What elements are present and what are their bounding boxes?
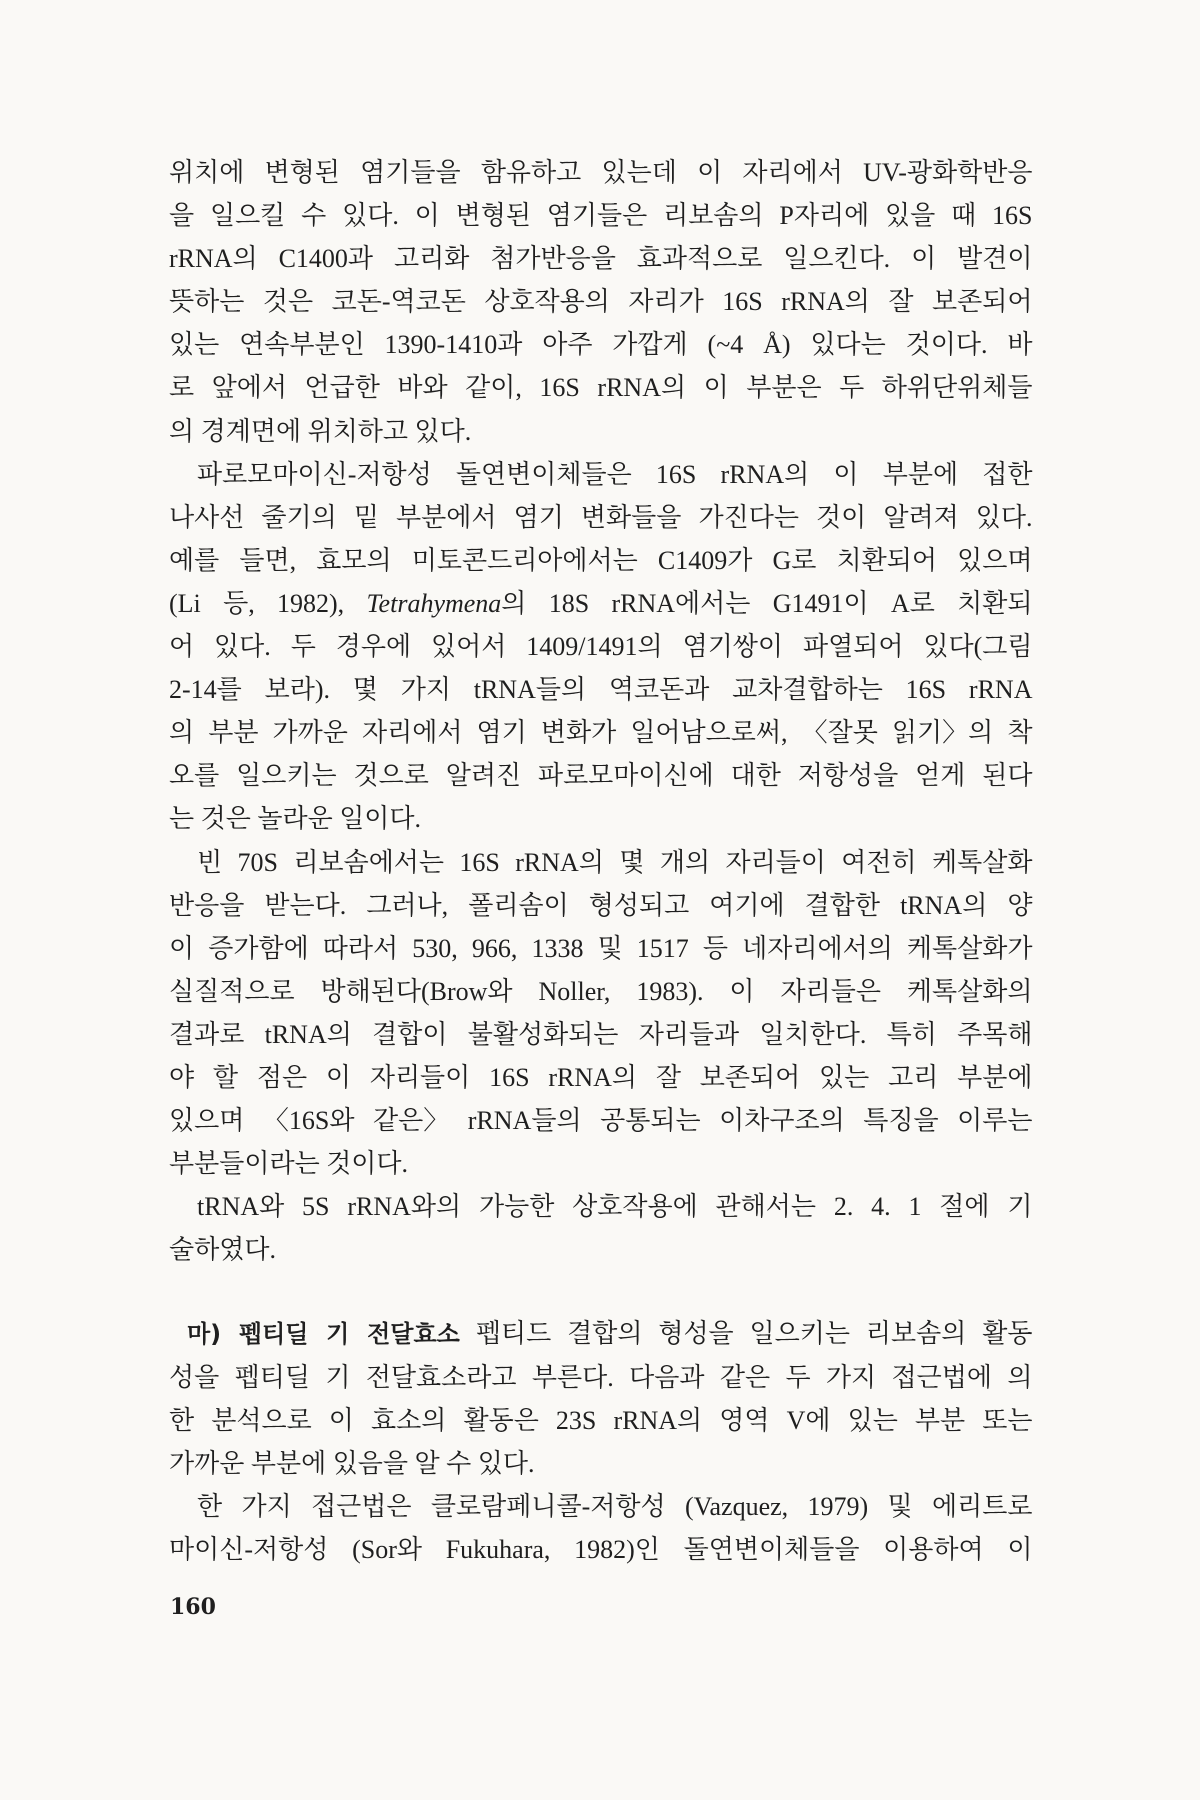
paragraph	[169, 1485, 1033, 1571]
text-line: 을 일으킬 수 있다. 이 변형된 염기들은 리보솜의 P자리에 있을 때 16S	[169, 201, 1033, 231]
text-line: 는 것은 놀라운 일이다.	[169, 804, 422, 834]
text-line: 위치에 변형된 염기들을 함유하고 있는데 이 자리에서 UV-광화학반응	[169, 158, 1033, 187]
text-line: 술하였다.	[169, 1235, 276, 1265]
line-text: 의 18S rRNA에서는 G1491이 A로 치환되	[501, 588, 1033, 618]
text-line: 의 경계면에 위치하고 있다.	[169, 416, 472, 446]
text-line: 예를 들면, 효모의 미토콘드리아에서는 C1409가 G로 치환되어 있으며	[169, 545, 1033, 575]
text-column	[169, 151, 1033, 1571]
text-line: 부분들이라는 것이다.	[169, 1149, 409, 1179]
text-line: 실질적으로 방해된다(Brow와 Noller, 1983). 이 자리들은 케톡살화의	[169, 976, 1033, 1006]
text-line: 성을 펩티딜 기 전달효소라고 부른다. 다음과 같은 두 가지 접근법에 의	[169, 1362, 1033, 1392]
text-line: 반응을 받는다. 그러나, 폴리솜이 형성되고 여기에 결합한 tRNA의 양	[169, 890, 1033, 920]
text-line	[169, 582, 1033, 625]
text-line: 어 있다. 두 경우에 있어서 1409/1491의 염기쌍이 파열되어 있다(그림	[169, 632, 1033, 662]
text-line: 의 부분 가까운 자리에서 염기 변화가 일어남으로써, 〈잘못 읽기〉의 착	[169, 718, 1033, 748]
paragraph	[169, 1185, 1033, 1271]
line-text: 펩티드 결합의 형성을 일으키는 리보솜의 활동	[475, 1319, 1033, 1349]
text-line: 빈 70S 리보솜에서는 16S rRNA의 몇 개의 자리들이 여전히 케톡살화	[197, 847, 1033, 877]
text-line: 있는 연속부분인 1390-1410과 아주 가깝게 (~4 Å) 있다는 것이다. 바	[169, 330, 1033, 360]
text-line: 한 분석으로 이 효소의 활동은 23S rRNA의 영역 V에 있는 부분 또는	[169, 1405, 1033, 1435]
text-line: 로 앞에서 언급한 바와 같이, 16S rRNA의 이 부분은 두 하위단위체들	[169, 373, 1033, 403]
text-line: 이 증가함에 따라서 530, 966, 1338 및 1517 등 네자리에서의 케톡살화가	[169, 933, 1033, 963]
section-heading: 마) 펩티딜 기 전달효소	[187, 1320, 460, 1349]
text-line: 마이신-저항성 (Sor와 Fukuhara, 1982)인 돌연변이체들을 이용하여 이	[169, 1534, 1033, 1564]
text-line: 2-14를 보라). 몇 가지 tRNA들의 역코돈과 교차결합하는 16S rRNA	[169, 675, 1033, 705]
text-line: 있으며 〈16S와 같은〉 rRNA들의 공통되는 이차구조의 특징을 이루는	[169, 1106, 1033, 1136]
text-line: 뜻하는 것은 코돈-역코돈 상호작용의 자리가 16S rRNA의 잘 보존되어	[169, 287, 1033, 317]
text-line: 나사선 줄기의 밑 부분에서 염기 변화들을 가진다는 것이 알려져 있다.	[169, 502, 1033, 532]
paragraph	[169, 841, 1033, 1186]
text-line: 야 할 점은 이 자리들이 16S rRNA의 잘 보존되어 있는 고리 부분에	[169, 1062, 1033, 1092]
italic-species-name: Tetrahymena	[366, 588, 502, 618]
text-line: 오를 일으키는 것으로 알려진 파로모마이신에 대한 저항성을 얻게 된다	[169, 761, 1033, 791]
page-number: 160	[170, 1594, 216, 1620]
text-line: 한 가지 접근법은 클로람페니콜-저항성 (Vazquez, 1979) 및 에리트로	[197, 1491, 1033, 1521]
text-line: 파로모마이신-저항성 돌연변이체들은 16S rRNA의 이 부분에 접한	[197, 459, 1033, 489]
text-line: tRNA와 5S rRNA와의 가능한 상호작용에 관해서는 2. 4. 1 절에 기	[197, 1192, 1033, 1222]
text-line: rRNA의 C1400과 고리화 첨가반응을 효과적으로 일으킨다. 이 발견이	[169, 244, 1033, 274]
paragraph	[169, 453, 1033, 841]
text-line: 결과로 tRNA의 결합이 불활성화되는 자리들과 일치한다. 특히 주목해	[169, 1019, 1033, 1049]
text-line	[169, 1312, 1033, 1355]
text-line: 가까운 부분에 있음을 알 수 있다.	[169, 1448, 535, 1478]
section-paragraph	[169, 1312, 1033, 1484]
paragraph	[169, 151, 1033, 453]
line-text: (Li 등, 1982),	[169, 588, 367, 618]
